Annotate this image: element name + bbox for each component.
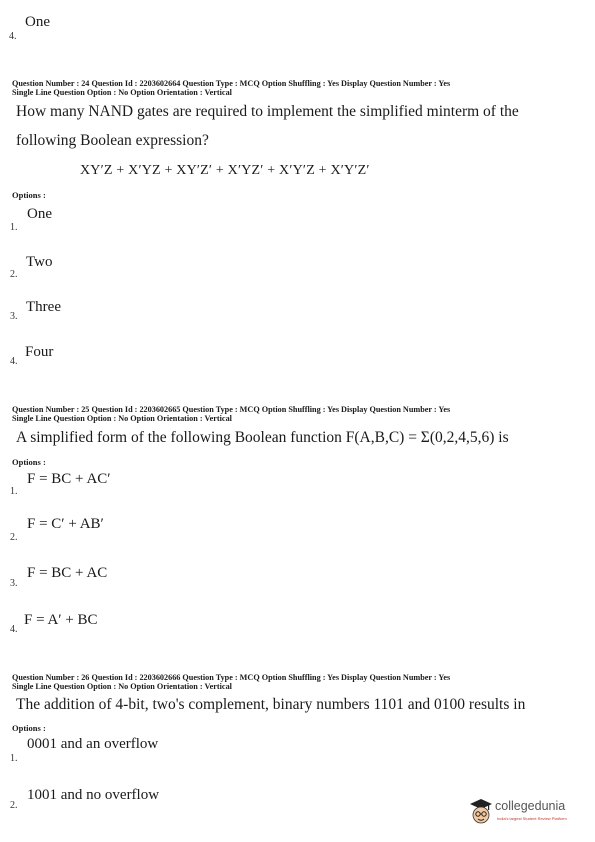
q25-option-4-number: 4. — [10, 624, 18, 635]
q25-meta — [12, 405, 587, 423]
top-option-number: 4. — [9, 31, 17, 42]
q24-expression: XY′Z + X′YZ + XY′Z′ + X′YZ′ + X′Y′Z + X′Y′Z′ — [80, 163, 370, 178]
q24-meta-line1: Question Number : 24 Question Id : 2203602664 Question Type : MCQ Option Shuffling : Yes Display Question Number : Yes — [12, 79, 451, 88]
graduate-face-icon — [469, 798, 493, 826]
q25-option-1-text[interactable]: F = BC + AC′ — [27, 471, 111, 487]
q25-option-3-number: 3. — [10, 578, 18, 589]
q25-meta-line1: Question Number : 25 Question Id : 2203602665 Question Type : MCQ Option Shuffling : Yes Display Question Number : Yes — [12, 405, 451, 414]
q26-meta-line2: Single Line Question Option : No Option Orientation : Vertical — [12, 682, 232, 691]
q26-meta — [12, 673, 587, 691]
q26-option-1-text[interactable]: 0001 and an overflow — [27, 736, 159, 752]
q24-option-3-text[interactable]: Three — [26, 299, 61, 315]
q24-option-1-text[interactable]: One — [27, 206, 52, 222]
q26-question-line1: The addition of 4-bit, two's complement, binary numbers 1101 and 0100 results in — [16, 696, 526, 713]
q24-options-label: Options : — [12, 190, 46, 200]
q25-option-2-text[interactable]: F = C′ + AB′ — [27, 516, 104, 532]
q26-option-2-text[interactable]: 1001 and no overflow — [27, 787, 160, 803]
q25-question-line1: A simplified form of the following Boolean function F(A,B,C) = Σ(0,2,4,5,6) is — [16, 429, 509, 446]
q24-option-4-text[interactable]: Four — [25, 344, 54, 360]
collegedunia-logo[interactable] — [467, 796, 585, 828]
q26-options-label: Options : — [12, 723, 46, 733]
logo-wordmark: collegedunia — [495, 799, 566, 813]
q24-option-4-number: 4. — [10, 356, 18, 367]
q26-meta-line1: Question Number : 26 Question Id : 2203602666 Question Type : MCQ Option Shuffling : Yes Display Question Number : Yes — [12, 673, 451, 682]
q25-option-1-number: 1. — [10, 486, 18, 497]
q24-meta-line2: Single Line Question Option : No Option Orientation : Vertical — [12, 88, 232, 97]
q24-question-line1: How many NAND gates are required to implement the simplified minterm of the — [16, 103, 519, 120]
q25-option-2-number: 2. — [10, 532, 18, 543]
q24-option-2-text[interactable]: Two — [26, 254, 53, 270]
q24-option-3-number: 3. — [10, 311, 18, 322]
q24-meta — [12, 79, 587, 97]
top-option-text: One — [25, 14, 50, 30]
q26-option-1-number: 1. — [10, 753, 18, 764]
q24-option-1-number: 1. — [10, 222, 18, 233]
q25-meta-line2: Single Line Question Option : No Option Orientation : Vertical — [12, 414, 232, 423]
q24-option-2-number: 2. — [10, 269, 18, 280]
q25-option-4-text[interactable]: F = A′ + BC — [24, 612, 98, 628]
q26-option-2-number: 2. — [10, 800, 18, 811]
logo-tagline: India's largest Student Review Platform — [497, 816, 567, 821]
q25-option-3-text[interactable]: F = BC + AC — [27, 565, 108, 581]
q24-question-line2: following Boolean expression? — [16, 132, 209, 149]
q25-options-label: Options : — [12, 457, 46, 467]
